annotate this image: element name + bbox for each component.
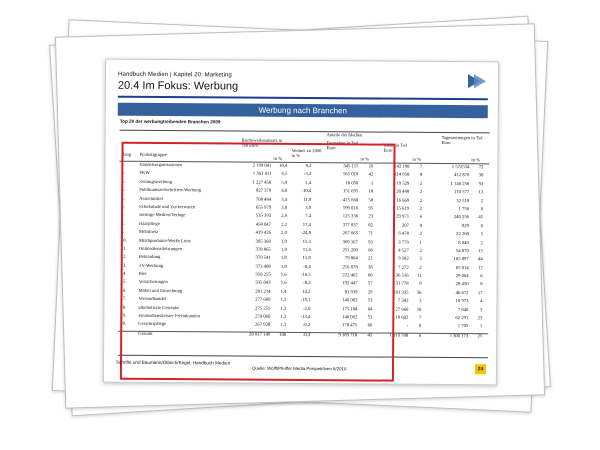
table-cell: 1,6 (280, 272, 287, 278)
table-cell: 15 (478, 249, 483, 255)
table-cell: 5. (121, 196, 125, 202)
table-cell: Onlinedienstleistungen (138, 246, 183, 253)
table-cell: Mobilnetz (138, 229, 159, 236)
total-row (118, 332, 488, 344)
table-cell: 2,6 (281, 214, 288, 220)
table-cell: 42 (368, 172, 374, 178)
table-cell: 18. (120, 305, 127, 311)
col-header-press: Tageszeitungen in Tsd Euro (441, 134, 483, 146)
table-cell: 16. (120, 288, 127, 294)
table-cell: 8. (120, 221, 125, 227)
table-cell: 20. (120, 322, 127, 328)
table-cell: 17. (120, 296, 127, 303)
table-cell: 13. (120, 263, 127, 269)
table-cell: 2 (419, 248, 422, 254)
table-cell: 10,4 (279, 163, 288, 169)
table-cell: 3,4 (281, 197, 288, 203)
table-cell: 412 876 (454, 173, 470, 179)
table-cell: 16 (368, 164, 374, 170)
table-cell: 11 (417, 273, 422, 279)
table-cell: 11,6 (302, 247, 311, 253)
table-cell: 10 973 (455, 299, 469, 305)
table-cell: -0,2 (302, 323, 311, 329)
table-cell: 19 529 (396, 181, 410, 187)
table-cell: 9 582 (398, 256, 409, 263)
table-cell: 929 (461, 223, 469, 229)
table-cell: 12. (120, 255, 127, 261)
table-cell: 15,3 (302, 239, 311, 245)
table-cell: 458 047 (255, 222, 271, 228)
table-cell: -8,2 (303, 281, 311, 287)
table-cell: -24,8 (301, 231, 311, 237)
table-cell: Zeitungswerbung (139, 179, 173, 185)
footer-credit: Schrifte und Baumann/Olbrich/Kegel: Handbuch Medien (115, 359, 231, 366)
table-cell: 0 (419, 223, 422, 229)
table-cell: 82 (368, 223, 373, 229)
divider (118, 96, 488, 101)
table-cell: 53 (367, 315, 373, 321)
table-cell: 9 (419, 282, 422, 288)
table-cell: 1,3 (280, 314, 287, 320)
table-cell: 23 (477, 316, 483, 322)
table-cell: 28 450 (455, 282, 469, 288)
table-cell: 2. (121, 171, 125, 177)
table-cell: 21 (368, 256, 373, 262)
table-cell: 1,9 (280, 239, 287, 245)
table-cell: 64 (367, 307, 373, 313)
col-header-rank: Rang (121, 151, 132, 157)
table-cell: 62 291 (455, 316, 469, 322)
breadcrumb: Handbuch Medien | Kapitel 20: Marketing (118, 71, 232, 79)
table-cell: 222 462 (342, 273, 358, 279)
table-cell: 535 393 (255, 214, 272, 220)
table-cell: 1 (479, 324, 483, 330)
table-cell: 1 361 411 (252, 172, 272, 178)
source-note: Quelle: Wolff/Pfeiffer Media Perspektiven 6/2010 (251, 365, 347, 372)
section-band: Werbung nach Branchen (118, 103, 488, 119)
table-cell: Versicherungen (138, 280, 168, 286)
table-cell: 267 928 (255, 323, 271, 329)
table-cell: Versandhandel (138, 297, 167, 303)
table-cell: 22 260 (456, 232, 469, 238)
table-cell: 151 695 (342, 189, 359, 195)
table-cell: 2 (419, 206, 423, 212)
table-cell: 66 (367, 323, 373, 329)
table-cell: Arzneimittel (139, 196, 163, 202)
table-cell: alkoholfreie Getränke (138, 305, 180, 311)
table-cell: 2,2 (281, 222, 287, 228)
table-cell: Publikumszeitschriften-Werbung (139, 188, 202, 194)
table-cell: 14,2 (302, 289, 311, 295)
table-cell: 9. (120, 229, 125, 235)
col-header-press-pct: in % (471, 157, 481, 163)
table-cell: 81 939 (344, 290, 358, 296)
table-cell: 1,3 (280, 323, 287, 329)
table-cell: 58 (368, 198, 374, 204)
table-cell: 6. (121, 204, 125, 210)
table-body (118, 163, 489, 333)
table-cell: 15 619 (396, 206, 410, 212)
table-cell: 370 541 (255, 255, 271, 262)
table-cell: 345 115 (343, 164, 359, 170)
table-cell: 29 971 (396, 215, 410, 221)
table-cell: 373 408 (255, 264, 271, 270)
table-cell: 8,2 (305, 164, 312, 170)
total-change: -0,3 (302, 333, 311, 339)
table-cell: 18 050 (345, 181, 359, 187)
table-cell: sonstige Medien/Verlage (139, 213, 186, 219)
table-cell: 2 (480, 240, 483, 246)
table-cell: 57 (367, 281, 373, 287)
table-cell: -5,2 (303, 172, 312, 178)
col-header-radio-pct: in % (412, 156, 422, 162)
table-cell: 29 064 (455, 274, 469, 280)
page-title: 20.4 Im Fokus: Werbung (117, 79, 239, 93)
table-cell: 5 (480, 232, 483, 238)
table-cell: 66 (367, 273, 373, 279)
table-cell: 277 689 (255, 297, 271, 304)
col-header-pct: in % (273, 155, 283, 161)
table-cell: 29 (367, 290, 373, 296)
table-cell: 1,4 (280, 289, 287, 295)
table-cell: Finanzdienstleister Privatkunden (138, 313, 200, 320)
table-cell: 93 (368, 239, 373, 246)
table-cell: 216 878 (342, 264, 358, 271)
table-cell: 1,3 (280, 306, 287, 312)
table-cell: 16 669 (396, 198, 410, 204)
table-cell: 240 256 (453, 215, 470, 221)
table-cell: 175 184 (342, 306, 358, 313)
table-cell: 7 272 (398, 265, 409, 271)
table-cell: 17,4 (302, 222, 311, 228)
table-cell: 2 (419, 190, 423, 196)
table-cell: 275 255 (255, 306, 271, 312)
table-cell: 7 (420, 164, 423, 170)
table-cell: Schokolade und Zuckerwaren (139, 204, 196, 211)
table-cell: 8 040 (458, 240, 469, 246)
table-cell: 146 062 (342, 315, 358, 321)
table-cell: 53 (367, 298, 373, 304)
total-radio: 1 310 788 (389, 333, 409, 339)
table-cell: 2 (419, 181, 423, 187)
table-cell: 3. (121, 179, 125, 185)
table-cell: 36 516 (395, 273, 409, 279)
table-cell: 655 979 (255, 205, 272, 211)
col-header-radio: Radio in Tsd Euro (383, 142, 407, 154)
table-cell: 4,0 (281, 189, 288, 195)
table-cell: 45 (478, 215, 484, 221)
table-cell: 192 447 (342, 281, 358, 287)
page-number: 24 (475, 364, 486, 374)
table-cell: - (406, 324, 409, 330)
table-cell: 17 (477, 291, 483, 297)
total-tv-pct: 45 (367, 333, 373, 339)
table-cell: 2 199 041 (252, 163, 272, 169)
table-cell: 10. (120, 238, 127, 244)
table-cell: 95 (368, 206, 374, 212)
table-cell: 32 518 (456, 198, 470, 204)
table-cell: 827 379 (255, 188, 272, 194)
table-cell: -16,5 (300, 273, 311, 279)
table-cell: 7,4 (305, 214, 312, 220)
table-cell: 1 146 256 (450, 181, 470, 187)
table-cell: 267 665 (342, 231, 358, 237)
table-cell: PKW (139, 171, 150, 177)
table-cell: 6 (480, 274, 483, 280)
col-header-tv: Fernsehen in Tsd Euro (326, 140, 358, 151)
table-cell: 72 (478, 165, 484, 171)
total-pct: 100 (279, 332, 287, 338)
table-cell: Handelsorganisationen (139, 162, 183, 169)
table-cell: 1 (370, 181, 374, 187)
table-cell: 1,8 (280, 247, 287, 253)
table-cell: 708 464 (255, 197, 272, 203)
table-cell: 1,8 (280, 256, 287, 262)
table-cell: 11,9 (303, 197, 312, 203)
table-cell: 3,9 (305, 205, 312, 212)
table-cell: 369 167 (342, 239, 358, 245)
table-cell: 125 336 (342, 214, 359, 220)
table-cell: 44 (478, 257, 483, 263)
total-press: 5 300 173 (449, 334, 469, 340)
table-cell: 54 070 (455, 248, 469, 255)
col-header-tv-pct: in % (360, 156, 370, 162)
table-cell: 1,3 (280, 298, 287, 304)
table-cell: 79 864 (344, 256, 358, 262)
table-cell: 3 (419, 257, 422, 263)
table-cell: 15,8 (302, 256, 311, 262)
arrow-logo-icon (466, 72, 488, 90)
total-label: Gesamt (138, 331, 153, 337)
table-cell: 1. (121, 162, 125, 168)
table-cell: 6 478 (398, 231, 409, 237)
table-cell: 419 426 (255, 230, 271, 236)
col-header-share: Anteile der Medien (326, 132, 363, 138)
table-cell: 114 958 (394, 173, 410, 179)
table-cell: 27 660 (395, 307, 409, 313)
table-cell: Gesichtspflege (138, 322, 167, 328)
table-cell: 599 016 (342, 206, 359, 212)
document-page (103, 59, 499, 386)
table-cell: 1 756 (458, 207, 470, 213)
table-cell: 3 779 (398, 240, 409, 246)
table-cell: 4 527 (398, 248, 409, 254)
table-cell: Möbel und Einrichtung (138, 288, 183, 295)
table-cell: 31 778 (395, 282, 409, 288)
table-cell: 415 660 (342, 197, 359, 203)
table-cell: 18 602 (395, 315, 409, 321)
table-cell: 1 705 (457, 324, 469, 330)
table-cell: 66 (368, 248, 373, 254)
table-cell: 14. (120, 271, 127, 277)
table-cell: 4. (121, 187, 125, 193)
table-cell: 93 (478, 182, 484, 188)
table-cell: 1 572534 (451, 165, 470, 171)
table-cell: 3 (480, 307, 483, 313)
table-cell: 0 (480, 223, 483, 230)
table-cell: 1,8 (280, 264, 287, 270)
table-cell: 4 (480, 299, 483, 305)
table-cell: 281 214 (255, 289, 271, 295)
table-cell: 110 577 (454, 190, 470, 196)
table-cell: 1 227 450 (252, 180, 272, 186)
table-cell: 17 (477, 265, 483, 271)
table-cell: Bekleidung (138, 255, 161, 261)
table-cell: 7 646 (457, 307, 469, 313)
table-cell: 6 (419, 215, 423, 221)
table-cell: 2,0 (281, 230, 287, 237)
table-cell: 165 897 (453, 257, 469, 263)
table-cell: 13 (478, 190, 484, 196)
table-cell: -8,4 (303, 264, 311, 270)
table-cell: -10,4 (301, 189, 312, 195)
table-cell: 142 190 (394, 164, 410, 170)
data-table (118, 130, 490, 359)
table-cell: 0 (418, 324, 422, 330)
table-cell: 71 (368, 231, 373, 237)
table-cell: 378 865 (255, 247, 271, 253)
table-cell: 565 018 (343, 172, 359, 178)
table-cell: -2,0 (302, 306, 311, 312)
table-cell: 1,6 (280, 281, 287, 287)
table-cell: 23 (368, 214, 374, 220)
table-cell: 5,9 (281, 180, 288, 186)
table-cell: -13,4 (300, 315, 311, 321)
table-cell: 46 672 (455, 290, 469, 297)
table-caption: Top 20 der werbungtreibenden Branchen 2009 (119, 118, 221, 125)
table-cell: 146 003 (342, 298, 358, 304)
table-cell: 36 (416, 290, 422, 296)
table-cell: 19. (120, 313, 127, 319)
table-cell: 207 (401, 223, 409, 229)
table-cell: 30 (478, 173, 484, 179)
table-cell: 6,5 (281, 172, 288, 178)
table-cell: 7 (418, 315, 422, 321)
table-cell: 377 837 (342, 223, 358, 229)
table-cell: TV-Werbung (138, 263, 164, 269)
table-cell: 251 200 (342, 248, 358, 254)
table-cell: 8 (480, 282, 483, 288)
col-header-gross: Bruttowerbeumsatz in Tsd Euro (241, 137, 283, 149)
table-cell: 335 043 (255, 281, 271, 287)
table-cell: 15. (120, 280, 127, 286)
table-cell: 274 060 (255, 314, 271, 320)
col-header-change: Veränd. zu 2008 in % (291, 147, 322, 159)
table-cell: 2 (480, 198, 484, 204)
table-cell: -19,1 (300, 298, 311, 304)
table-cell: 10 (416, 307, 422, 313)
table-cell: 101 335 (393, 290, 409, 296)
table-cell: 178 475 (342, 323, 358, 329)
table-cell: 8 (419, 173, 423, 179)
table-cell: 350 255 (255, 272, 271, 278)
table-cell: Milchprodukte/Weiße Linie (138, 238, 191, 244)
table-cell: 7 342 (397, 298, 409, 305)
table-cell: 2 (419, 265, 422, 271)
table-cell: Haarpflege (138, 221, 160, 227)
table-cell: 3 (419, 299, 422, 305)
total-radio-pct: 6 (418, 333, 422, 339)
col-header-group: Produktgruppe (139, 151, 167, 158)
total-gross: 20 817 149 (249, 332, 271, 338)
table-cell: 2 (419, 231, 422, 237)
total-press-pct: 25 (477, 334, 483, 340)
table-cell: 395 360 (255, 239, 271, 245)
table-cell: 0 (480, 207, 484, 213)
table-cell: 11. (120, 246, 127, 252)
table-cell: Bier (138, 271, 147, 278)
table-cell: 20 448 (396, 189, 410, 195)
table-cell: 18 (368, 189, 374, 195)
table-cell: 3,0 (281, 205, 288, 211)
table-cell: 1 (419, 240, 422, 246)
table-cell: 7. (121, 213, 125, 219)
table-cell: 38 (367, 265, 373, 271)
table-cell: 2 (419, 198, 423, 204)
table-cell: 1,4 (305, 180, 312, 186)
table-cell: 65 014 (455, 265, 469, 271)
total-tv: 9 389 718 (338, 333, 358, 339)
